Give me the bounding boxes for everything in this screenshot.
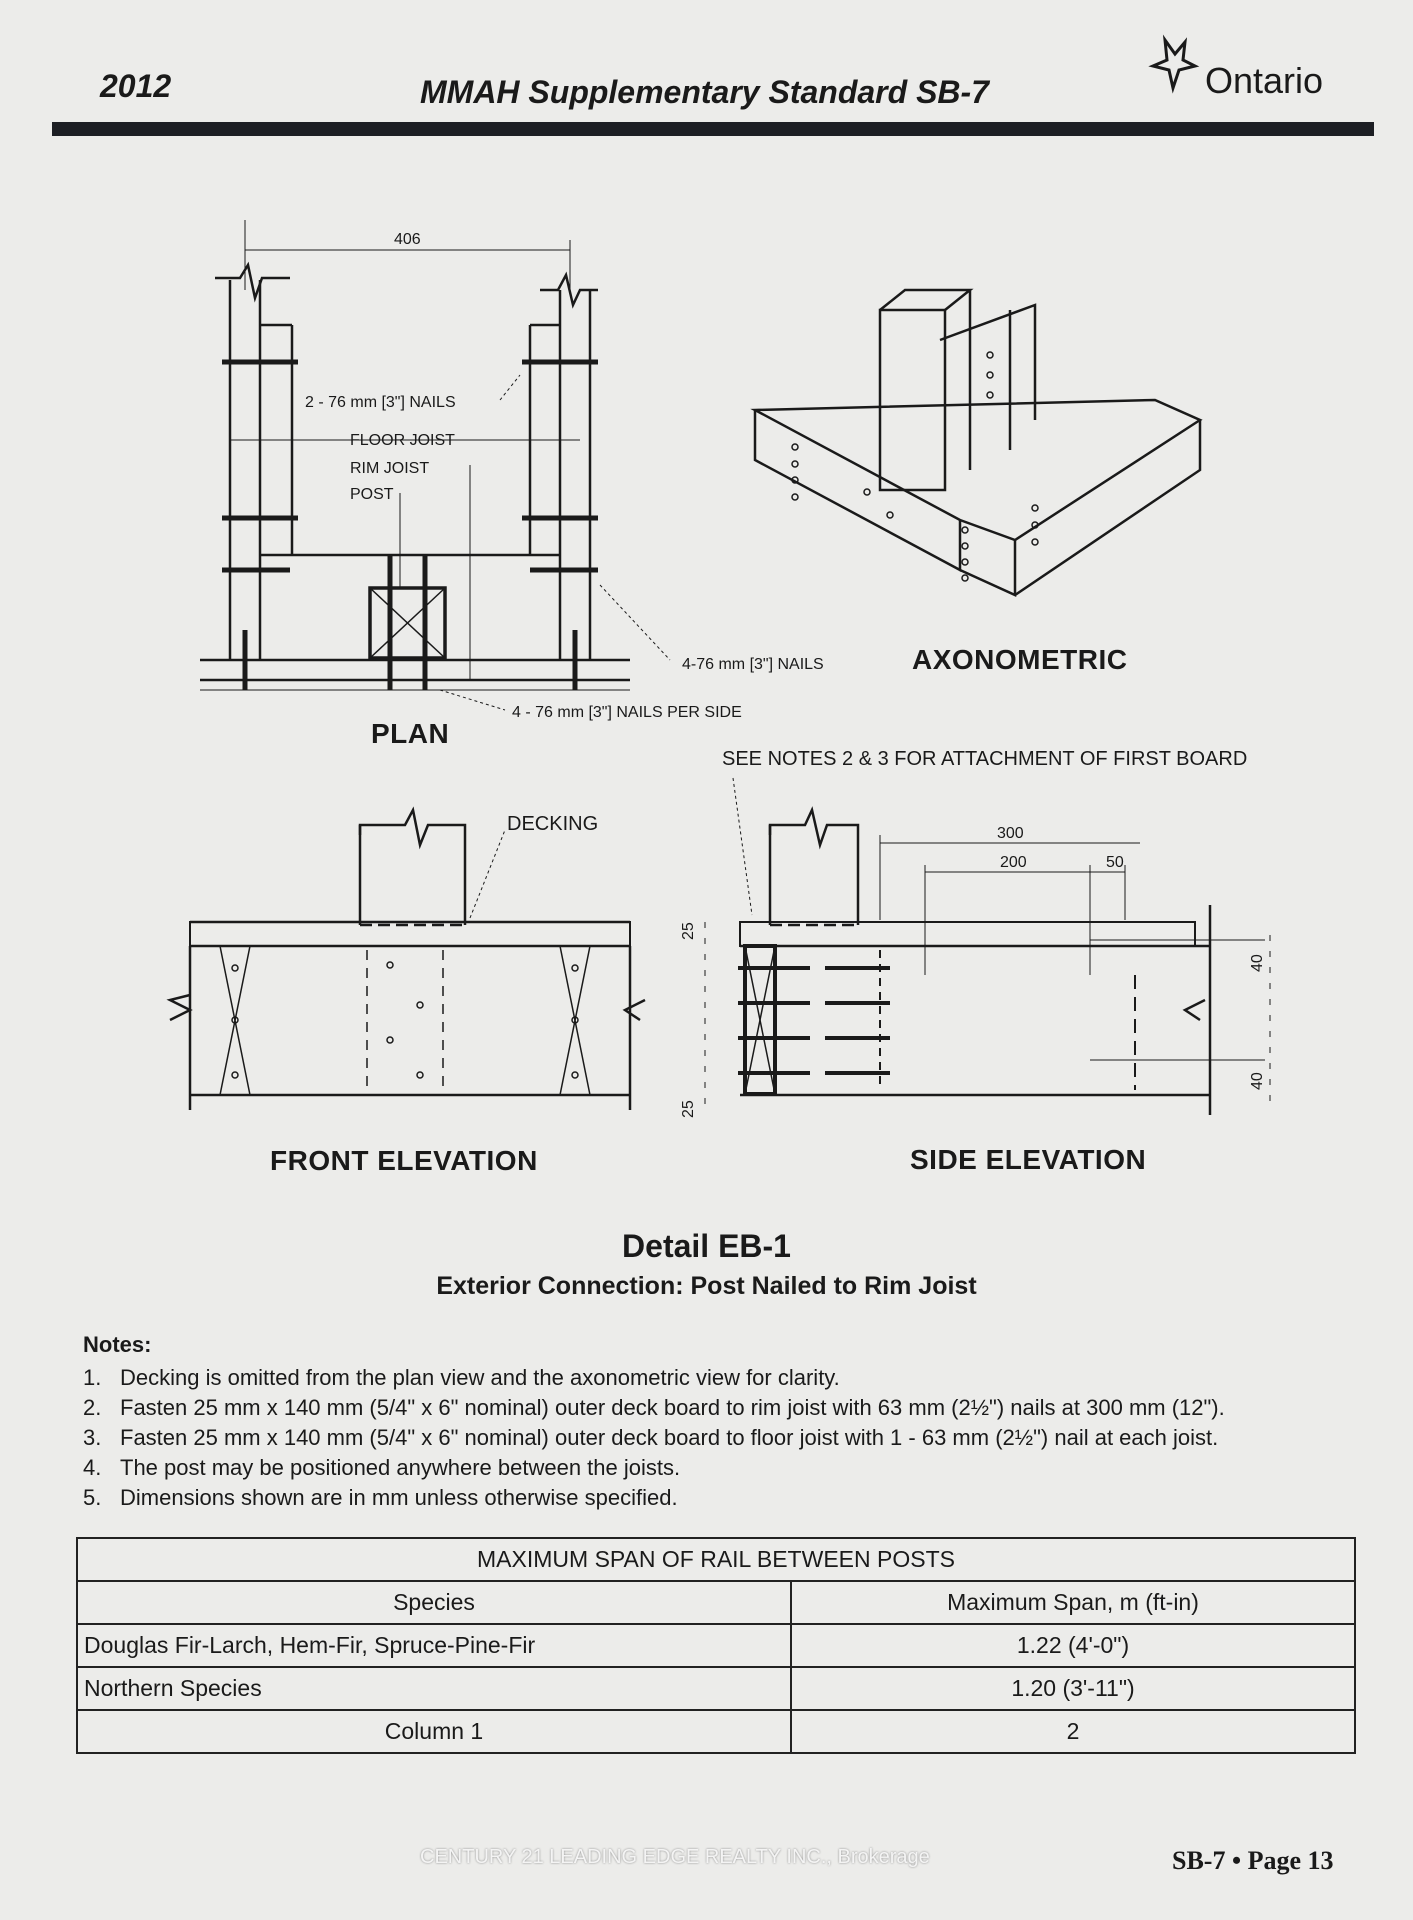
header-title: MMAH Supplementary Standard SB-7 <box>420 74 989 110</box>
note-number: 1. <box>83 1365 102 1390</box>
axonometric-drawing <box>755 290 1200 595</box>
side-dim-50: 50 <box>1106 854 1124 871</box>
side-elevation-title: SIDE ELEVATION <box>910 1144 1147 1175</box>
notes-list <box>83 1363 1225 1513</box>
plan-drawing <box>200 220 670 710</box>
side-dim-200: 200 <box>1000 854 1027 871</box>
species-cell: Northern Species <box>77 1667 791 1710</box>
table-row <box>77 1710 1355 1753</box>
note-item <box>83 1363 1225 1393</box>
notes-heading: Notes: <box>83 1332 152 1357</box>
note-number: 4. <box>83 1455 102 1480</box>
note-text: Dimensions shown are in mm unless otherwise specified. <box>120 1485 678 1510</box>
column-label-cell: Column 1 <box>77 1710 791 1753</box>
side-elevation-drawing <box>705 778 1270 1115</box>
front-elevation-drawing <box>170 810 645 1110</box>
plan-title: PLAN <box>371 718 450 749</box>
note-text: Fasten 25 mm x 140 mm (5/4" x 6" nominal) outer deck board to floor joist with 1 - 63 mm (2½") nail at each joist. <box>120 1425 1219 1450</box>
plan-label-rim-joist: RIM JOIST <box>350 460 430 477</box>
header-species: Species <box>77 1581 791 1624</box>
note-item <box>83 1393 1225 1423</box>
note-text: Decking is omitted from the plan view and the axonometric view for clarity. <box>120 1365 840 1390</box>
note-item <box>83 1453 1225 1483</box>
table-row <box>77 1667 1355 1710</box>
span-cell: 1.22 (4'-0") <box>791 1624 1355 1667</box>
side-dim-25-bottom: 25 <box>680 1100 697 1118</box>
logo-text: Ontario <box>1205 60 1324 101</box>
table-title: MAXIMUM SPAN OF RAIL BETWEEN POSTS <box>77 1538 1355 1581</box>
header-max-span: Maximum Span, m (ft-in) <box>791 1581 1355 1624</box>
note-text: The post may be positioned anywhere between the joists. <box>120 1455 681 1480</box>
axonometric-title: AXONOMETRIC <box>912 644 1128 675</box>
plan-label-post: POST <box>350 486 394 503</box>
side-dim-40-top: 40 <box>1249 954 1266 972</box>
span-cell: 1.20 (3'-11") <box>791 1667 1355 1710</box>
page-number: SB-7 • Page 13 <box>1172 1846 1334 1875</box>
species-cell: Douglas Fir-Larch, Hem-Fir, Spruce-Pine-Fir <box>77 1624 791 1667</box>
table-header-row <box>77 1581 1355 1624</box>
span-table <box>76 1537 1356 1754</box>
brokerage-watermark: CENTURY 21 LEADING EDGE REALTY INC., Brokerage <box>420 1846 930 1868</box>
plan-label-floor-joist: FLOOR JOIST <box>350 432 455 449</box>
plan-label-nails-4-side: 4 - 76 mm [3"] NAILS PER SIDE <box>512 704 742 721</box>
see-notes-label: SEE NOTES 2 & 3 FOR ATTACHMENT OF FIRST BOARD <box>722 748 1248 770</box>
table-row <box>77 1624 1355 1667</box>
note-number: 5. <box>83 1485 102 1510</box>
note-item <box>83 1483 1225 1513</box>
note-number: 3. <box>83 1425 102 1450</box>
plan-label-nails-4: 4-76 mm [3"] NAILS <box>682 656 824 673</box>
side-dim-25-top: 25 <box>680 922 697 940</box>
note-text: Fasten 25 mm x 140 mm (5/4" x 6" nominal) outer deck board to rim joist with 63 mm (2½") nails at 300 mm (12"). <box>120 1395 1225 1420</box>
side-dim-300: 300 <box>997 825 1024 842</box>
front-label-decking: DECKING <box>507 813 599 835</box>
detail-title: Detail EB-1 <box>622 1228 791 1264</box>
header-year: 2012 <box>100 68 172 104</box>
note-item <box>83 1423 1225 1453</box>
column-label-cell: 2 <box>791 1710 1355 1753</box>
table-title-row <box>77 1538 1355 1581</box>
detail-subtitle: Exterior Connection: Post Nailed to Rim Joist <box>436 1272 977 1300</box>
side-dim-40-bottom: 40 <box>1249 1072 1266 1090</box>
plan-label-nails-2: 2 - 76 mm [3"] NAILS <box>305 394 456 411</box>
note-number: 2. <box>83 1395 102 1420</box>
front-elevation-title: FRONT ELEVATION <box>270 1145 538 1176</box>
plan-dim-406: 406 <box>394 231 421 248</box>
